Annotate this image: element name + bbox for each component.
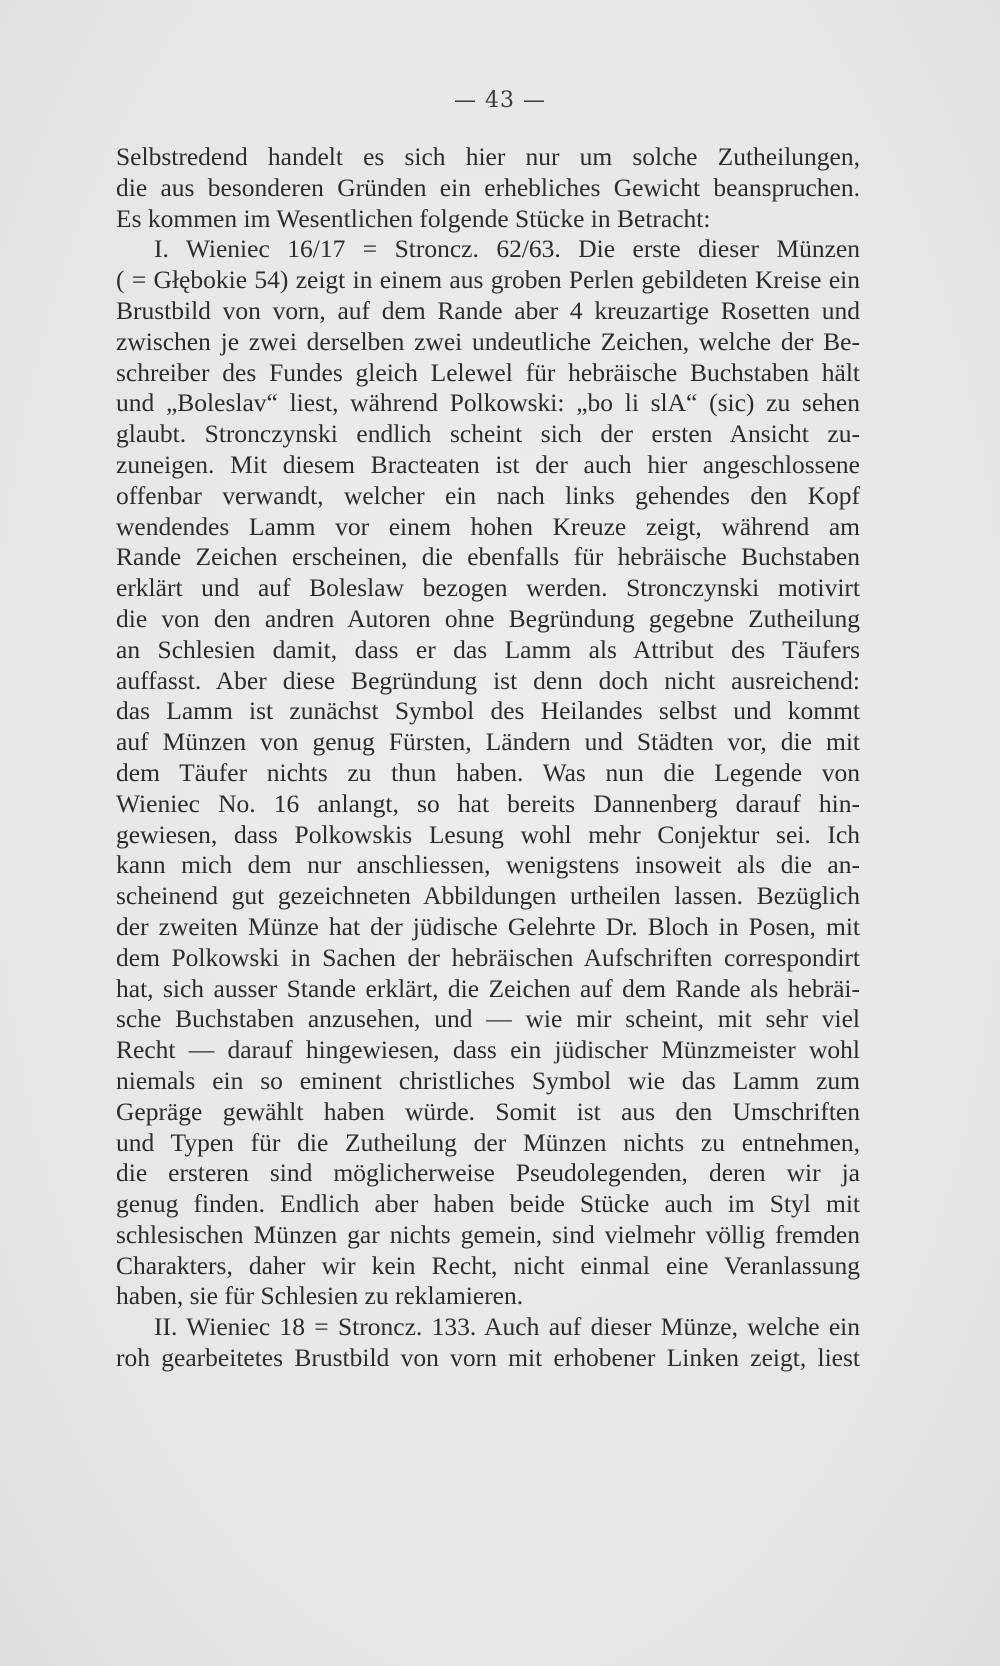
text-line: an Schlesien damit, dass er das Lamm als Attribut des Täufers	[116, 634, 860, 664]
text-line: ( = Głębokie 54) zeigt in einem aus groben Perlen gebildeten Kreise ein	[116, 265, 860, 295]
text-line: glaubt. Stronczynski endlich scheint sich der ersten Ansicht zu-	[116, 419, 860, 449]
text-line: schlesischen Münzen gar nichts gemein, sind vielmehr völlig fremden	[116, 1219, 860, 1249]
text-line: kann mich dem nur anschliessen, wenigstens insoweit als die an-	[116, 850, 860, 880]
text-line: schreiber des Fundes gleich Lelewel für hebräische Buchstaben hält	[116, 357, 860, 387]
text-line: genug finden. Endlich aber haben beide Stücke auch im Styl mit	[116, 1189, 860, 1219]
text-line: auf Münzen von genug Fürsten, Ländern und Städten vor, die mit	[116, 727, 860, 757]
text-line: sche Buchstaben anzusehen, und — wie mir scheint, mit sehr viel	[116, 1004, 860, 1034]
text-line: gewiesen, dass Polkowskis Lesung wohl mehr Conjektur sei. Ich	[116, 819, 860, 849]
text-line: Recht — darauf hingewiesen, dass ein jüdischer Münzmeister wohl	[116, 1035, 860, 1065]
text-line: und „Boleslav“ liest, während Polkowski: „bo li slA“ (sic) zu sehen	[116, 388, 860, 418]
text-line: roh gearbeitetes Brustbild von vorn mit erhobener Linken zeigt, liest	[116, 1343, 860, 1373]
text-line: I. Wieniec 16/17 = Stroncz. 62/63. Die erste dieser Münzen	[154, 234, 860, 264]
text-line: Gepräge gewählt haben würde. Somit ist aus den Umschriften	[116, 1096, 860, 1126]
text-line: die ersteren sind möglicherweise Pseudolegenden, deren wir ja	[116, 1158, 860, 1188]
text-line: haben, sie für Schlesien zu reklamieren.	[116, 1281, 524, 1311]
text-line: Brustbild von vorn, auf dem Rande aber 4 kreuzartige Rosetten und	[116, 295, 860, 325]
text-line: dem Polkowski in Sachen der hebräischen Aufschriften correspondirt	[116, 942, 860, 972]
text-line: die von den andren Autoren ohne Begründung gegebne Zutheilung	[116, 603, 860, 633]
text-line: der zweiten Münze hat der jüdische Gelehrte Dr. Bloch in Posen, mit	[116, 911, 860, 941]
text-line: die aus besonderen Gründen ein erhebliches Gewicht beanspruchen.	[116, 172, 860, 202]
text-line: auffasst. Aber diese Begründung ist denn doch nicht ausreichend:	[116, 665, 860, 695]
text-line: erklärt und auf Boleslaw bezogen werden. Stronczynski motivirt	[116, 573, 860, 603]
text-line: und Typen für die Zutheilung der Münzen nichts zu entnehmen,	[116, 1127, 860, 1157]
text-line: offenbar verwandt, welcher ein nach links gehendes den Kopf	[116, 480, 860, 510]
text-line: II. Wieniec 18 = Stroncz. 133. Auch auf dieser Münze, welche ein	[154, 1312, 860, 1342]
page-number: — 43 —	[454, 88, 546, 113]
text-line: niemals ein so eminent christliches Symbol wie das Lamm zum	[116, 1065, 860, 1095]
text-line: wendendes Lamm vor einem hohen Kreuze zeigt, während am	[116, 511, 860, 541]
text-line: zwischen je zwei derselben zwei undeutliche Zeichen, welche der Be-	[116, 326, 860, 356]
text-line: hat, sich ausser Stande erklärt, die Zeichen auf dem Rande als hebräi-	[116, 973, 860, 1003]
text-line: Charakters, daher wir kein Recht, nicht einmal eine Veranlassung	[116, 1250, 860, 1280]
text-line: Es kommen im Wesentlichen folgende Stücke in Betracht:	[116, 203, 711, 233]
text-line: dem Täufer nichts zu thun haben. Was nun die Legende von	[116, 757, 860, 787]
text-line: scheinend gut gezeichneten Abbildungen urtheilen lassen. Bezüglich	[116, 881, 860, 911]
text-line: das Lamm ist zunächst Symbol des Heilandes selbst und kommt	[116, 696, 860, 726]
body-text	[116, 142, 860, 1374]
text-line: Rande Zeichen erscheinen, die ebenfalls für hebräische Buchstaben	[116, 542, 860, 572]
text-line: zuneigen. Mit diesem Bracteaten ist der auch hier angeschlossene	[116, 449, 860, 479]
text-line: Wieniec No. 16 anlangt, so hat bereits Dannenberg darauf hin-	[116, 788, 860, 818]
text-line: Selbstredend handelt es sich hier nur um solche Zutheilungen,	[116, 142, 860, 171]
